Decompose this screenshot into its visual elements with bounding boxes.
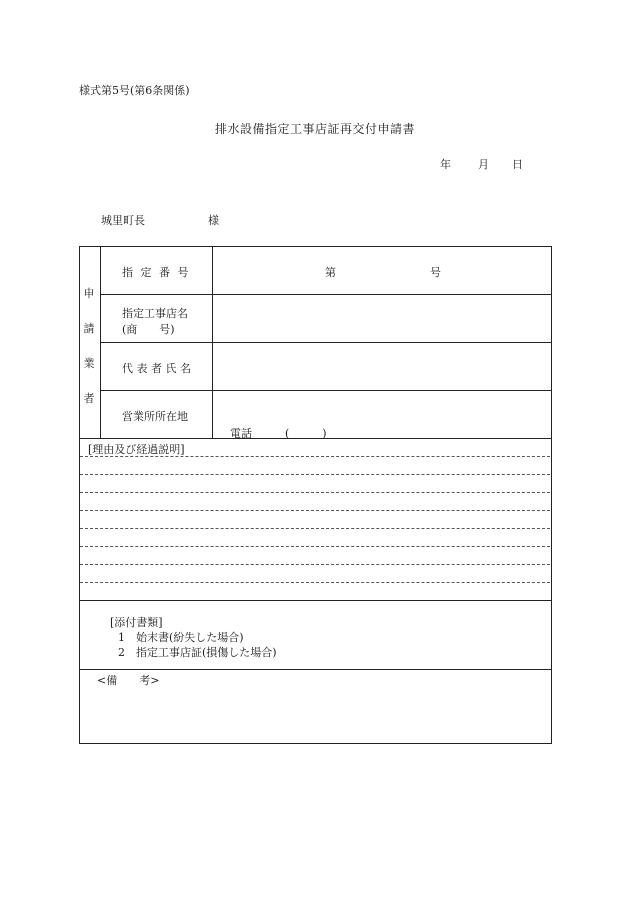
attachments-section-bottom — [79, 669, 552, 670]
date-year-label: 年 — [440, 158, 451, 171]
reason-label: [理由及び経過説明] — [88, 443, 185, 456]
document-title: 排水設備指定工事店証再交付申請書 — [214, 122, 415, 136]
reason-writing-line — [80, 474, 550, 475]
applicant-char-2: 請 — [83, 322, 95, 335]
row-divider-2 — [100, 342, 551, 343]
reason-writing-line — [80, 582, 550, 583]
shop-name-label: 指定工事店名 — [122, 307, 188, 320]
reason-writing-line — [80, 546, 550, 547]
reason-writing-line — [80, 492, 550, 493]
reason-writing-line — [80, 456, 550, 457]
date-day-label: 日 — [512, 158, 523, 171]
designation-number-suffix: 号 — [430, 266, 441, 279]
attachment-item-2: 2 指定工事店証(損傷した場合) — [118, 646, 277, 659]
office-address-label: 営業所所在地 — [122, 410, 188, 423]
applicant-char-1: 申 — [83, 287, 95, 300]
remarks-label: <備 考> — [97, 674, 160, 687]
representative-name-label: 代 表 者 氏 名 — [122, 362, 191, 375]
reason-section-bottom — [79, 600, 552, 601]
attachment-item-1: 1 始末書(紛失した場合) — [118, 631, 244, 644]
applicant-char-4: 者 — [83, 392, 95, 405]
row-divider-3 — [100, 390, 551, 391]
date-month-label: 月 — [478, 158, 489, 171]
addressee-honorific: 様 — [208, 214, 219, 227]
addressee: 城里町長 — [101, 214, 145, 227]
form-number: 様式第5号(第6条関係) — [79, 84, 190, 97]
reason-writing-line — [80, 564, 550, 565]
designation-number-label: 指 定 番 号 — [122, 266, 191, 279]
attachments-label: [添付書類] — [110, 616, 163, 629]
reason-writing-line — [80, 510, 550, 511]
reason-writing-line — [80, 528, 550, 529]
phone-label: 電話 ( ) — [230, 427, 327, 440]
trade-name-label: (商 号) — [122, 323, 175, 336]
applicant-char-3: 業 — [83, 357, 95, 370]
row-divider-1 — [100, 294, 551, 295]
designation-number-prefix: 第 — [325, 266, 336, 279]
